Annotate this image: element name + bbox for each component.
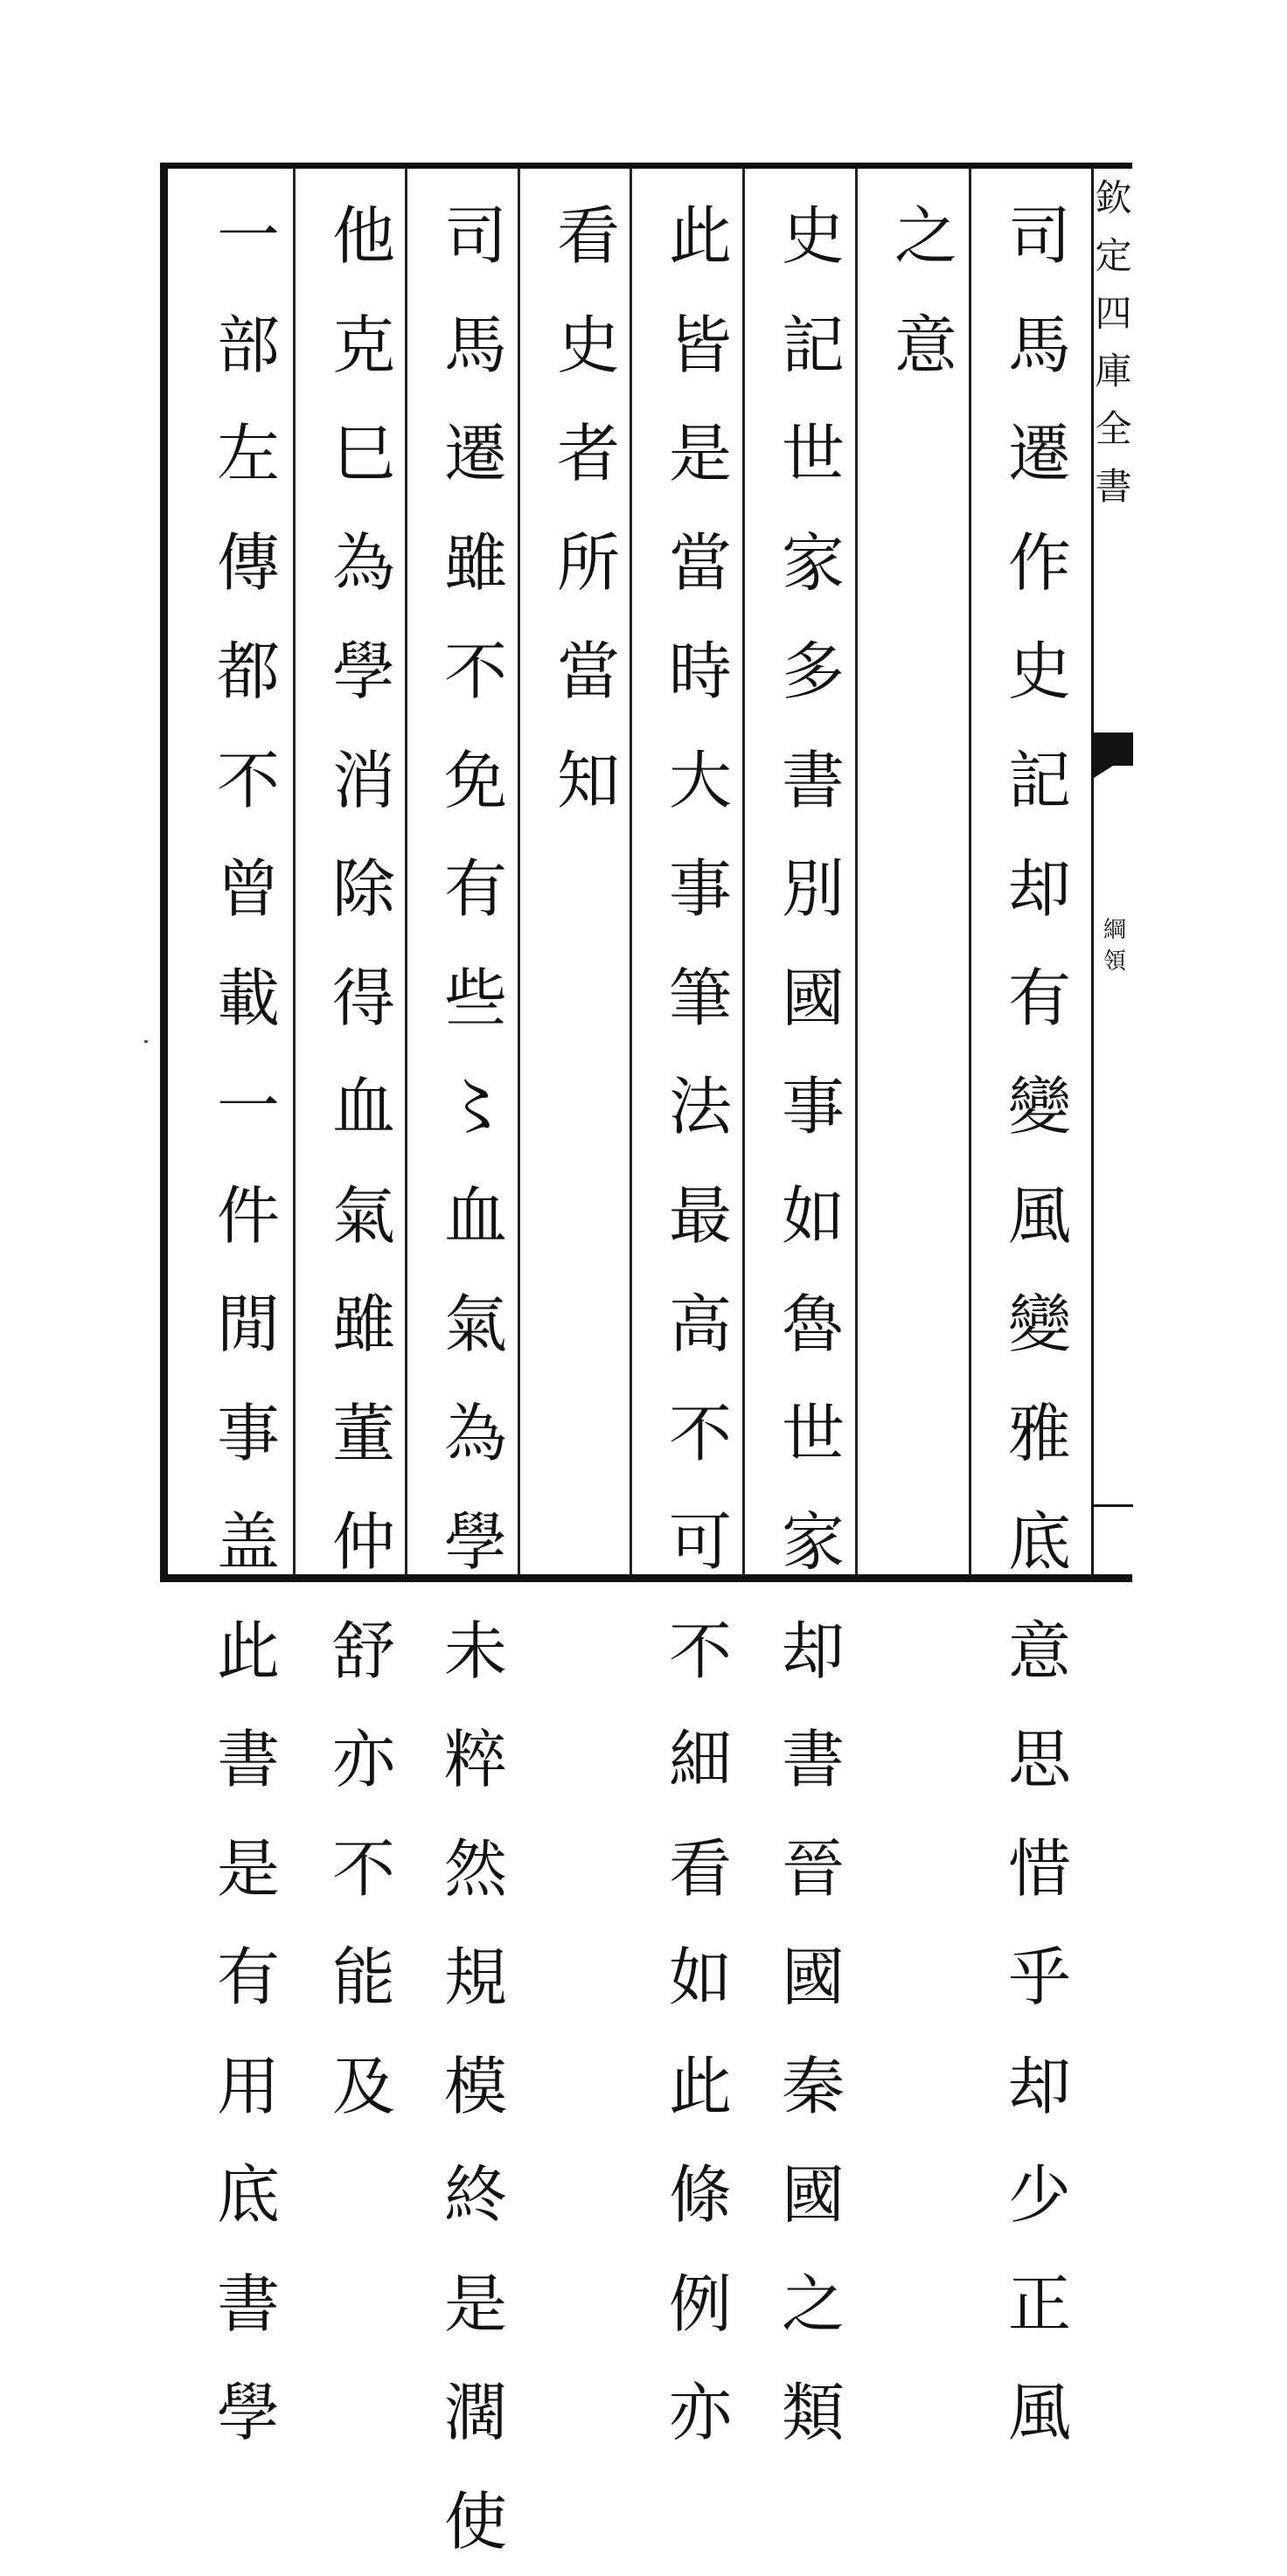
glyph: 克	[317, 291, 410, 400]
glyph: 如	[767, 1162, 859, 1271]
glyph: 曾	[202, 835, 295, 944]
glyph: 是	[429, 2250, 522, 2359]
glyph: 不	[202, 726, 295, 836]
glyph: 為	[429, 1379, 522, 1489]
glyph: 終	[429, 2141, 522, 2250]
glyph: 風	[993, 2358, 1086, 2468]
glyph: 〻	[429, 1052, 522, 1162]
glyph: 者	[542, 399, 635, 509]
glyph: 秦	[767, 2032, 859, 2142]
glyph: 除	[317, 835, 410, 944]
glyph: 有	[993, 944, 1086, 1053]
glyph: 國	[767, 2141, 859, 2250]
glyph: 書	[202, 1705, 295, 1815]
glyph: 高	[654, 1270, 747, 1379]
glyph: 事	[202, 1379, 295, 1489]
glyph: 家	[767, 509, 859, 618]
page-ribbon	[1091, 163, 1133, 1582]
glyph: 不	[317, 1815, 410, 1924]
glyph: 遷	[993, 399, 1086, 509]
text-column-3	[767, 182, 859, 2468]
glyph: 魯	[767, 1270, 859, 1379]
glyph: 一	[202, 182, 295, 291]
glyph: 巳	[317, 399, 410, 509]
glyph: 能	[317, 1923, 410, 2032]
glyph: 遷	[429, 399, 522, 509]
glyph: 却	[993, 2032, 1086, 2142]
glyph: 此	[654, 2032, 747, 2142]
glyph: 規	[429, 1923, 522, 2032]
glyph: 之	[880, 182, 972, 291]
fishtail-mark	[1094, 733, 1133, 766]
glyph: 記	[767, 291, 859, 400]
glyph: 亦	[317, 1705, 410, 1815]
glyph: 不	[429, 617, 522, 726]
glyph: 底	[993, 1488, 1086, 1597]
glyph: 正	[993, 2250, 1086, 2359]
glyph: 少	[993, 2141, 1086, 2250]
text-column-8	[202, 182, 295, 2468]
glyph: 學	[317, 617, 410, 726]
glyph: 書	[202, 2250, 295, 2359]
glyph: 此	[654, 182, 747, 291]
glyph: 書	[1094, 458, 1133, 516]
glyph: 事	[654, 835, 747, 944]
glyph: 綱	[1103, 914, 1126, 946]
glyph: 如	[654, 1923, 747, 2032]
glyph: 用	[202, 2032, 295, 2142]
glyph: 惜	[993, 1815, 1086, 1924]
glyph: 當	[654, 509, 747, 618]
text-column-1	[993, 182, 1086, 2468]
glyph: 雖	[317, 1270, 410, 1379]
glyph: 舒	[317, 1597, 410, 1706]
glyph: 及	[317, 2032, 410, 2142]
glyph: 筆	[654, 944, 747, 1053]
glyph: 仲	[317, 1488, 410, 1597]
glyph: 風	[993, 1162, 1086, 1271]
glyph: 血	[317, 1052, 410, 1162]
glyph: 變	[993, 1052, 1086, 1162]
ribbon-rule	[1094, 1504, 1133, 1507]
glyph: 例	[654, 2250, 747, 2359]
glyph: 家	[767, 1488, 859, 1597]
glyph: 馬	[993, 291, 1086, 400]
glyph: 氣	[317, 1162, 410, 1271]
glyph: 是	[202, 1815, 295, 1924]
glyph: 左	[202, 399, 295, 509]
glyph: 司	[993, 182, 1086, 291]
glyph: 却	[767, 1597, 859, 1706]
glyph: 晉	[767, 1815, 859, 1924]
glyph: 不	[654, 1379, 747, 1489]
ribbon-title	[1094, 170, 1133, 516]
glyph: 可	[654, 1488, 747, 1597]
glyph: 庫	[1094, 343, 1133, 400]
glyph: 免	[429, 726, 522, 836]
glyph: 使	[429, 2468, 522, 2576]
glyph: 領	[1103, 946, 1126, 977]
glyph: 看	[654, 1815, 747, 1924]
glyph: 雅	[993, 1379, 1086, 1489]
glyph: 亦	[654, 2358, 747, 2468]
glyph: 部	[202, 291, 295, 400]
glyph: 多	[767, 617, 859, 726]
glyph: 司	[429, 182, 522, 291]
glyph: 他	[317, 182, 410, 291]
glyph: 一	[202, 1052, 295, 1162]
glyph: 此	[202, 1597, 295, 1706]
glyph: 書	[767, 726, 859, 836]
glyph: 有	[429, 835, 522, 944]
glyph: 閒	[202, 1270, 295, 1379]
glyph: 皆	[654, 291, 747, 400]
glyph: 為	[317, 509, 410, 618]
glyph: 件	[202, 1162, 295, 1271]
glyph: 史	[993, 617, 1086, 726]
glyph: 載	[202, 944, 295, 1053]
text-column-2	[880, 182, 972, 399]
glyph: 時	[654, 617, 747, 726]
glyph: 條	[654, 2141, 747, 2250]
glyph: 學	[429, 1488, 522, 1597]
ink-speck	[144, 1040, 148, 1043]
text-column-6	[429, 182, 522, 2576]
glyph: 別	[767, 835, 859, 944]
glyph: 世	[767, 1379, 859, 1489]
glyph: 模	[429, 2032, 522, 2142]
glyph: 有	[202, 1923, 295, 2032]
glyph: 些	[429, 944, 522, 1053]
glyph: 大	[654, 726, 747, 836]
glyph: 史	[542, 291, 635, 400]
glyph: 國	[767, 944, 859, 1053]
glyph: 定	[1094, 227, 1133, 285]
glyph: 得	[317, 944, 410, 1053]
glyph: 都	[202, 617, 295, 726]
glyph: 底	[202, 2141, 295, 2250]
glyph: 盖	[202, 1488, 295, 1597]
glyph: 類	[767, 2358, 859, 2468]
glyph: 之	[767, 2250, 859, 2359]
glyph: 法	[654, 1052, 747, 1162]
glyph: 最	[654, 1162, 747, 1271]
glyph: 意	[880, 291, 972, 400]
glyph: 董	[317, 1379, 410, 1489]
glyph: 血	[429, 1162, 522, 1271]
glyph: 史	[767, 182, 859, 291]
glyph: 記	[993, 726, 1086, 836]
glyph: 濶	[429, 2358, 522, 2468]
glyph: 看	[542, 182, 635, 291]
glyph: 變	[993, 1270, 1086, 1379]
glyph: 馬	[429, 291, 522, 400]
glyph: 全	[1094, 400, 1133, 458]
glyph: 細	[654, 1705, 747, 1815]
glyph: 粹	[429, 1705, 522, 1815]
page-frame	[160, 163, 1132, 1582]
glyph: 國	[767, 1923, 859, 2032]
glyph: 意	[993, 1597, 1086, 1706]
glyph: 消	[317, 726, 410, 836]
glyph: 知	[542, 726, 635, 836]
glyph: 氣	[429, 1270, 522, 1379]
glyph: 未	[429, 1597, 522, 1706]
glyph: 欽	[1094, 170, 1133, 227]
glyph: 乎	[993, 1923, 1086, 2032]
glyph: 作	[993, 509, 1086, 618]
glyph: 是	[654, 399, 747, 509]
ribbon-section	[1099, 914, 1130, 977]
glyph: 思	[993, 1705, 1086, 1815]
text-column-5	[542, 182, 635, 835]
text-column-7	[317, 182, 410, 2141]
glyph: 當	[542, 617, 635, 726]
glyph: 四	[1094, 285, 1133, 343]
glyph: 傳	[202, 509, 295, 618]
glyph: 世	[767, 399, 859, 509]
glyph: 書	[767, 1705, 859, 1815]
glyph: 却	[993, 835, 1086, 944]
glyph: 雖	[429, 509, 522, 618]
text-column-4	[654, 182, 747, 2468]
glyph: 所	[542, 509, 635, 618]
glyph: 學	[202, 2358, 295, 2468]
glyph: 然	[429, 1815, 522, 1924]
glyph: 事	[767, 1052, 859, 1162]
glyph: 不	[654, 1597, 747, 1706]
